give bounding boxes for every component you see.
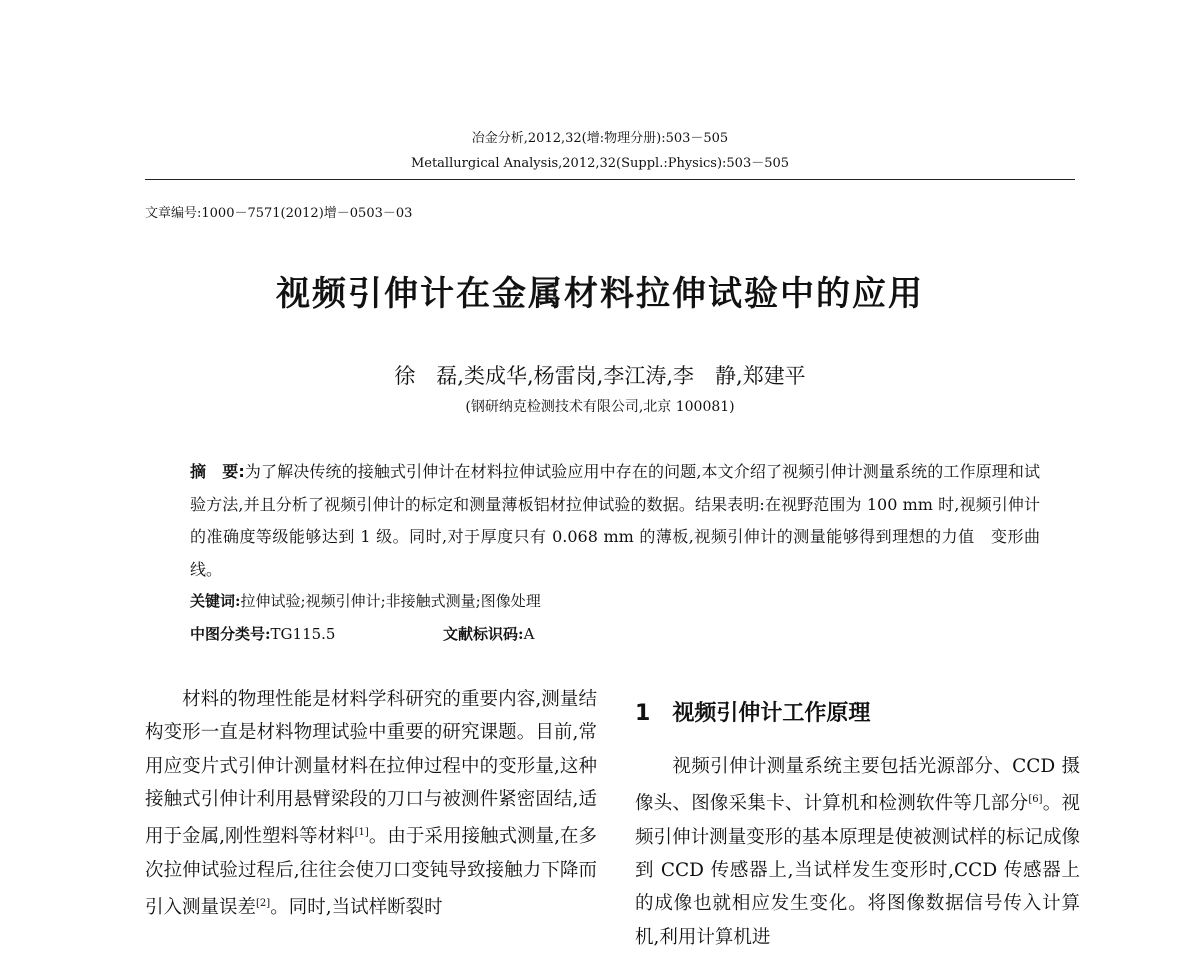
section-title: 视频引伸计工作原理: [672, 701, 871, 726]
authors: 徐 磊,类成华,杨雷岗,李江涛,李 静,郑建平: [394, 364, 806, 388]
paragraph-text: 视频引伸计测量系统主要包括光源部分、CCD 摄像头、图像采集卡、计算机和检测软件等几部分: [635, 756, 1080, 815]
abstract: [190, 456, 1040, 586]
paragraph-text: 材料的物理性能是材料学科研究的重要内容,测量结构变形一直是材料物理试验中重要的研究课题。目前,常用应变片式引伸计测量材料在拉伸过程中的变形量,这种接触式引伸计利用悬臂梁段的刀口与被测件紧密固结,适用于金属,刚性塑料等材料: [145, 689, 597, 848]
paragraph-text: 。同时,当试样断裂时: [270, 897, 443, 919]
keywords-text: 拉伸试验;视频引伸计;非接触式测量;图像处理: [240, 592, 541, 610]
paper-title: 视频引伸计在金属材料拉伸试验中的应用: [276, 274, 924, 314]
paragraph-text: 。视频引伸计测量变形的基本原理是使被测试样的标记成像到 CCD 传感器上,当试样发生变形时,CCD 传感器上的成像也就相应发生变化。将图像数据信号传入计算机,利用计算机进: [635, 793, 1080, 948]
journal-header-cn: 冶金分析,2012,32(增:物理分册):503－505: [471, 131, 729, 146]
citation: [1]: [354, 827, 369, 839]
section-heading: [635, 696, 892, 727]
body-left-column: [145, 683, 597, 924]
paragraph-text: 。由于采用接触式测量,在多次拉伸试验过程后,往往会使刀口变钝导致接触力下降而引入测量误差: [145, 826, 597, 919]
clc-label: 中图分类号:: [190, 625, 271, 643]
citation: [6]: [1028, 794, 1043, 806]
keywords: [190, 590, 541, 611]
affiliation: (钢研纳克检测技术有限公司,北京 100081): [465, 399, 735, 415]
article-number: 文章编号:1000－7571(2012)增－0503－03: [145, 206, 413, 221]
keywords-label: 关键词:: [190, 592, 241, 610]
journal-header-en: Metallurgical Analysis,2012,32(Suppl.:Physics):503－505: [410, 156, 790, 171]
clc-value: TG115.5: [270, 625, 336, 643]
abstract-label: 摘 要:: [190, 462, 245, 481]
classification: [190, 623, 534, 644]
citation: [2]: [256, 897, 271, 909]
abstract-text: 为了解决传统的接触式引伸计在材料拉伸试验应用中存在的问题,本文介绍了视频引伸计测量系统的工作原理和试验方法,并且分析了视频引伸计的标定和测量薄板铝材拉伸试验的数据。结果表明:在视野范围为 100 mm 时,视频引伸计的准确度等级能够达到 1 级。同时,对于厚度只有 0.068 mm 的薄板,视频引伸计的测量能够得到理想的力值 变形曲线。: [190, 462, 1041, 579]
body-right-column: [635, 750, 1080, 954]
section-number: 1: [635, 701, 651, 726]
header-rule: [145, 179, 1075, 180]
doc-code-value: A: [523, 625, 535, 643]
doc-code-label: 文献标识码:: [443, 625, 524, 643]
